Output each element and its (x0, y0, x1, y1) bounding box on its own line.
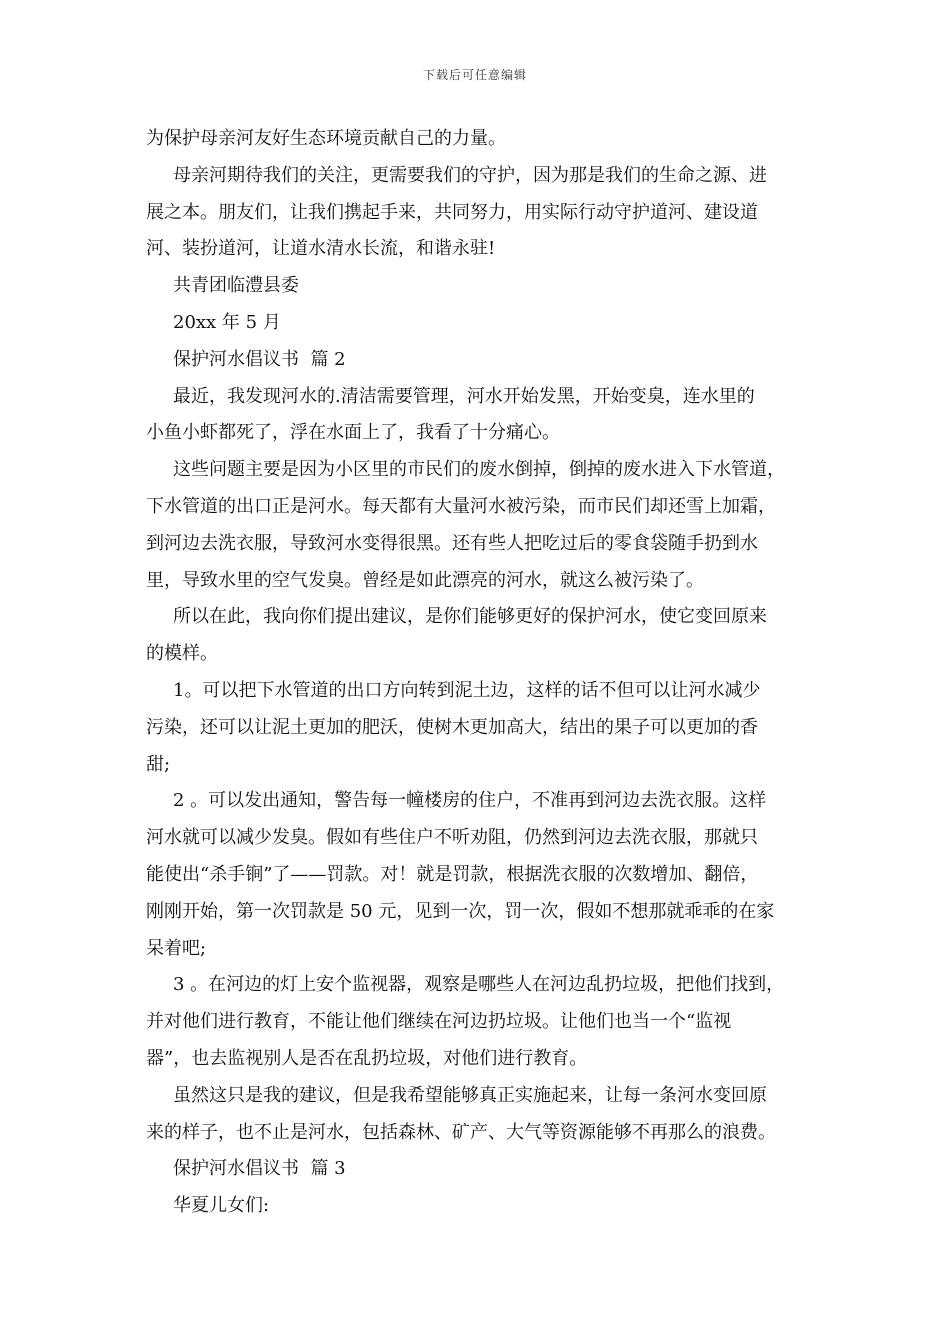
text-line: 华夏儿女们: (173, 1195, 270, 1217)
text-line: 这些问题主要是因为小区里的市民们的废水倒掉，倒掉的废水进入下水管道， (173, 459, 785, 481)
text-line: 展之本。朋友们，让我们携起手来，共同努力，用实际行动守护道河、建设道 (146, 201, 758, 223)
text-line: 1。可以把下水管道的出口方向转到泥土边，这样的话不但可以让河水减少 (173, 679, 761, 701)
text-line: 并对他们进行教育，不能让他们继续在河边扔垃圾。让他们也当一个“监视 (146, 1011, 732, 1033)
text-line: 所以在此，我向你们提出建议，是你们能够更好的保护河水，使它变回原来 (173, 606, 767, 628)
text-line: 能使出“杀手锏”了——罚款。对！就是罚款，根据洗衣服的次数增加、翻倍， (146, 863, 759, 885)
text-line: 甜; (146, 753, 171, 775)
text-line: 为保护母亲河友好生态环境贡献自己的力量。 (146, 128, 506, 149)
page-header-note: 下载后可任意编辑 (422, 68, 527, 82)
text-line: 刚刚开始，第一次罚款是 50 元，见到一次，罚一次，假如不想那就乖乖的在家 (146, 900, 775, 922)
text-line: 虽然这只是我的建议，但是我希望能够真正实施起来，让每一条河水变回原 (173, 1084, 767, 1106)
text-line: 2 。可以发出通知，警告每一幢楼房的住户，不准再到河边去洗衣服。这样 (173, 790, 767, 812)
text-line: 保护河水倡议书 篇 2 (173, 348, 346, 370)
text-line: 最近，我发现河水的.清洁需要管理，河水开始发黑，开始变臭，连水里的 (173, 385, 755, 407)
text-line: 到河边去洗衣服，导致河水变得很黑。还有些人把吃过后的零食袋随手扔到水 (146, 532, 758, 554)
text-line: 保护河水倡议书 篇 3 (173, 1158, 346, 1180)
text-line: 器”，也去监视别人是否在乱扔垃圾，对他们进行教育。 (146, 1047, 588, 1069)
text-line: 3 。在河边的灯上安个监视器，观察是哪些人在河边乱扔垃圾，把他们找到， (173, 974, 785, 996)
text-line: 下水管道的出口正是河水。每天都有大量河水被污染，而市民们却还雪上加霜， (146, 495, 776, 517)
text-line: 河水就可以减少发臭。假如有些住户不听劝阻，仍然到河边去洗衣服，那就只 (146, 827, 758, 849)
text-line: 呆着吧; (146, 937, 207, 959)
text-line: 来的样子，也不止是河水，包括森林、矿产、大气等资源能够不再那么的浪费。 (146, 1121, 776, 1143)
document-body (146, 121, 814, 1225)
text-line: 共青团临澧县委 (173, 275, 299, 297)
text-line: 小鱼小虾都死了，浮在水面上了，我看了十分痛心。 (146, 422, 560, 444)
text-line: 里，导致水里的空气发臭。曾经是如此漂亮的河水，就这么被污染了。 (146, 569, 704, 591)
text-line: 的模样。 (146, 643, 218, 665)
text-line: 20xx 年 5 月 (173, 311, 281, 333)
text-line: 河、装扮道河，让道水清水长流，和谐永驻! (146, 238, 496, 260)
text-line: 母亲河期待我们的关注，更需要我们的守护，因为那是我们的生命之源、进 (173, 164, 767, 186)
text-line: 污染，还可以让泥土更加的肥沃，使树木更加高大，结出的果子可以更加的香 (146, 716, 758, 738)
